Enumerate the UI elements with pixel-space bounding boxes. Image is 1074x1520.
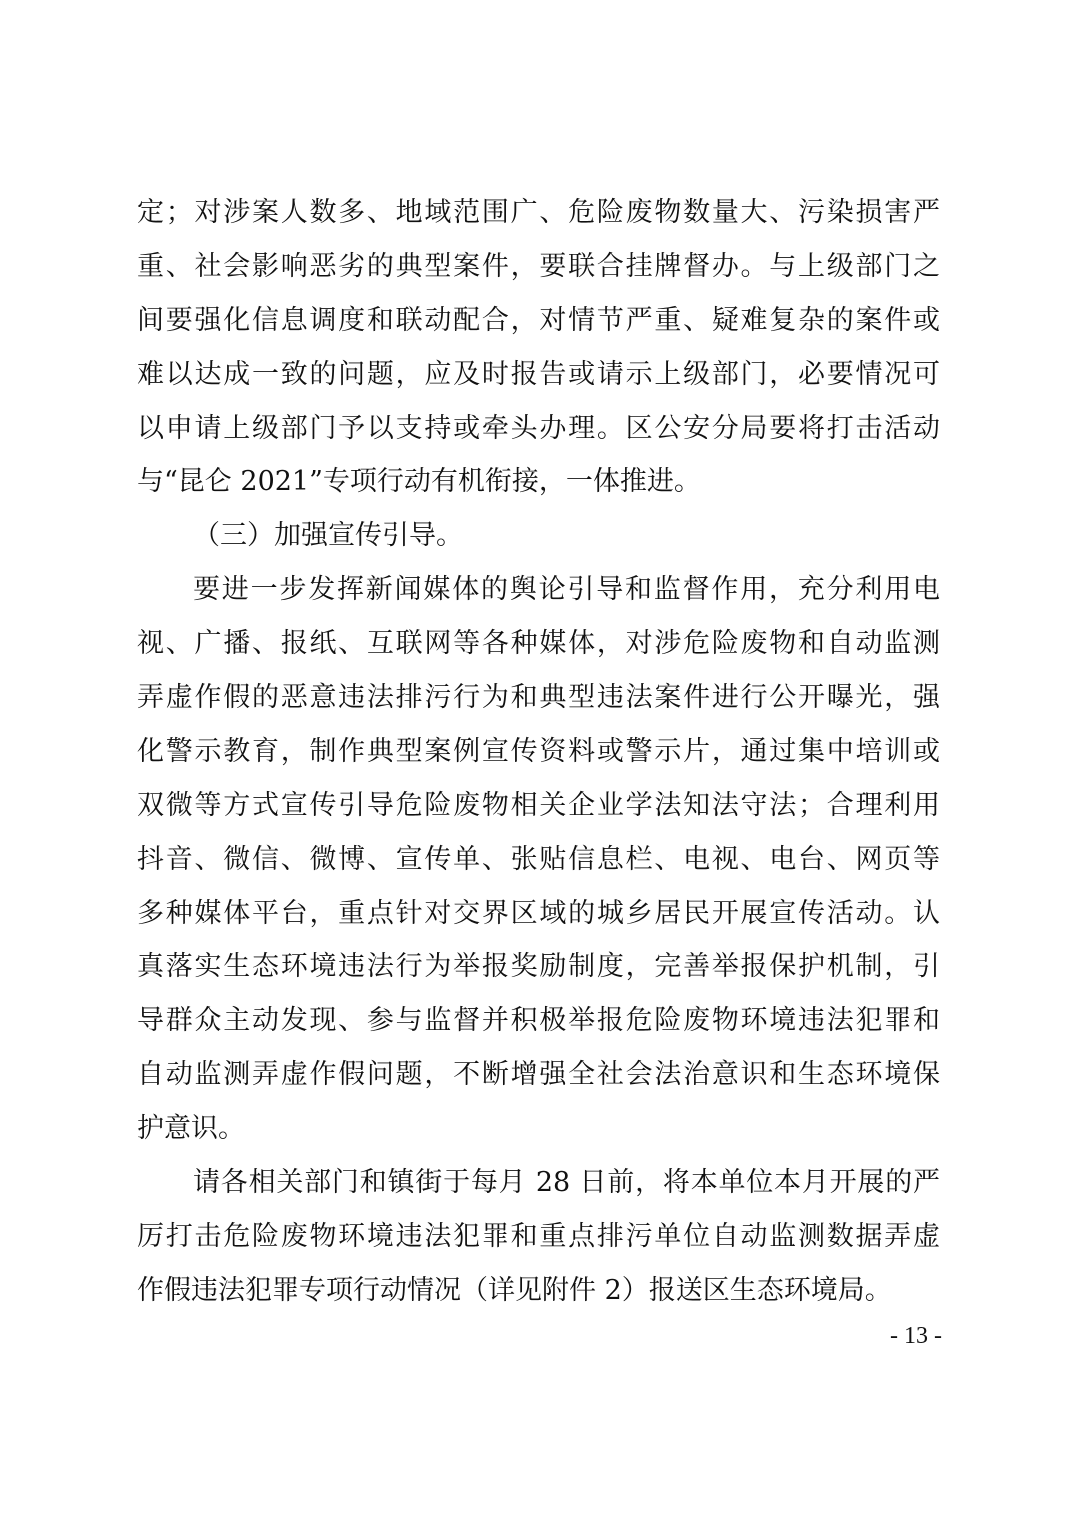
paragraph (137, 509, 940, 563)
page-number: - 13 - (890, 1323, 942, 1349)
text-line: 作假违法犯罪专项行动情况（详见附件 2）报送区生态环境局。 (137, 1274, 892, 1306)
text-line: 自动监测弄虚作假问题，不断增强全社会法治意识和生态环境保 (137, 1059, 940, 1091)
text-line: 请各相关部门和镇街于每月 28 日前，将本单位本月开展的严 (193, 1167, 940, 1199)
paragraph (137, 563, 940, 1156)
document-body (137, 186, 940, 1318)
text-line: 化警示教育，制作典型案例宣传资料或警示片，通过集中培训或 (137, 735, 940, 767)
text-line: 多种媒体平台，重点针对交界区域的城乡居民开展宣传活动。认 (137, 897, 940, 929)
text-line: 要进一步发挥新闻媒体的舆论引导和监督作用，充分利用电 (193, 574, 940, 606)
text-line: 与“昆仑 2021”专项行动有机衔接，一体推进。 (137, 466, 701, 498)
text-line: 难以达成一致的问题，应及时报告或请示上级部门，必要情况可 (137, 358, 940, 390)
text-line: 弄虚作假的恶意违法排污行为和典型违法案件进行公开曝光，强 (137, 682, 940, 714)
text-line: 定；对涉案人数多、地域范围广、危险废物数量大、污染损害严 (137, 197, 940, 228)
text-line: 抖音、微信、微博、宣传单、张贴信息栏、电视、电台、网页等 (137, 843, 940, 875)
text-line: 导群众主动发现、参与监督并积极举报危险废物环境违法犯罪和 (137, 1005, 940, 1037)
text-line: 以申请上级部门予以支持或牵头办理。区公安分局要将打击活动 (137, 412, 940, 444)
text-line: 视、广播、报纸、互联网等各种媒体，对涉危险废物和自动监测 (137, 628, 940, 660)
paragraph (137, 186, 940, 509)
text-line: 厉打击危险废物环境违法犯罪和重点排污单位自动监测数据弄虚 (137, 1220, 940, 1252)
text-line: 真落实生态环境违法行为举报奖励制度，完善举报保护机制，引 (137, 951, 940, 983)
text-line: 双微等方式宣传引导危险废物相关企业学法知法守法；合理利用 (137, 789, 940, 821)
text-line: 间要强化信息调度和联动配合，对情节严重、疑难复杂的案件或 (137, 304, 940, 336)
text-line: 重、社会影响恶劣的典型案件，要联合挂牌督办。与上级部门之 (137, 250, 940, 282)
section-heading: （三）加强宣传引导。 (193, 520, 463, 552)
text-line: 护意识。 (137, 1113, 245, 1145)
paragraph (137, 1156, 940, 1318)
